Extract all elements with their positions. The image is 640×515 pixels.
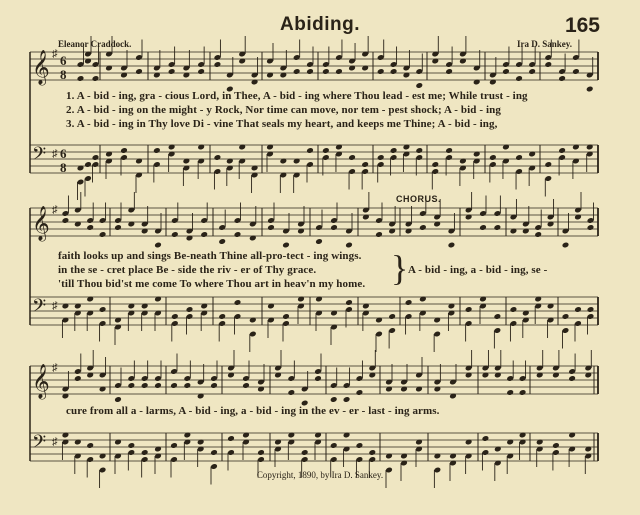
notehead: [282, 242, 290, 249]
notehead: [445, 68, 453, 75]
notehead: [282, 313, 290, 320]
notehead: [92, 75, 100, 82]
notehead: [562, 242, 570, 249]
verse-2-line: 2. A - bid - ing on the might - y Rock, Nor time can move, nor tem - pest shock; A - bid - ing: [66, 104, 501, 116]
treble-clef-icon: 𝄞: [32, 206, 50, 241]
notehead: [431, 161, 439, 168]
verse-3-line: 3. A - bid - ing in Thy love Di - vine That seals my heart, and keeps me Thine; A - bid - ing,: [66, 118, 498, 130]
time-signature-bottom: 8: [60, 160, 67, 175]
notehead: [515, 75, 523, 82]
system2-lyric-1: faith looks up and sings Be-neath Thine all-pro-tect - ing wings.: [58, 250, 362, 262]
notehead: [494, 224, 502, 231]
notehead: [77, 75, 85, 82]
notehead: [99, 231, 107, 238]
composer-credit: Ira D. Sankey.: [516, 39, 572, 49]
notehead: [210, 449, 218, 456]
notehead: [544, 61, 552, 68]
notehead: [184, 382, 192, 389]
notehead: [558, 147, 566, 154]
time-signature-top: 6: [60, 53, 67, 68]
notehead: [415, 147, 423, 154]
notehead: [84, 161, 92, 168]
notehead: [214, 154, 222, 161]
notehead: [552, 442, 560, 449]
notehead: [587, 224, 595, 231]
notehead: [120, 147, 128, 154]
notehead: [368, 449, 376, 456]
bass-clef-icon: 𝄢: [32, 144, 47, 169]
notehead: [445, 147, 453, 154]
notehead: [572, 68, 580, 75]
notehead: [528, 68, 536, 75]
notehead: [519, 389, 527, 396]
bass-clef-icon: 𝄢: [32, 296, 47, 321]
chorus-label: CHORUS.: [396, 194, 442, 204]
notehead: [306, 147, 314, 154]
copyright-notice: Copyright, 1890, by Ira D. Sankey.: [256, 470, 384, 480]
notehead: [479, 224, 487, 231]
notehead: [74, 375, 82, 382]
notehead: [390, 147, 398, 154]
notehead: [345, 242, 353, 249]
notehead: [257, 449, 265, 456]
key-sharp-icon: ♯: [52, 148, 58, 160]
notehead: [186, 306, 194, 313]
notehead: [288, 389, 296, 396]
notehead: [170, 442, 178, 449]
notehead: [574, 306, 582, 313]
notehead: [154, 242, 162, 249]
lyricist-credit: Eleanor Craddock.: [58, 39, 132, 49]
system2-lyric-2: in the se - cret place Be - side the riv - er of Thy grace.: [58, 264, 317, 276]
notehead: [562, 313, 570, 320]
notehead: [114, 396, 122, 403]
notehead: [377, 68, 385, 75]
notehead: [544, 161, 552, 168]
notehead: [502, 68, 510, 75]
notehead: [419, 224, 427, 231]
notehead: [405, 299, 413, 306]
notehead: [171, 313, 179, 320]
notehead: [568, 375, 576, 382]
notehead: [114, 224, 122, 231]
notehead: [218, 238, 226, 245]
notehead: [86, 442, 94, 449]
notehead: [128, 382, 136, 389]
notehead: [388, 313, 396, 320]
notehead: [515, 154, 523, 161]
notehead: [356, 389, 364, 396]
notehead: [62, 217, 70, 224]
notehead: [197, 68, 205, 75]
notehead: [322, 68, 330, 75]
chorus-lyric-1: A - bid - ing, a - bid - ing, se -: [408, 264, 548, 276]
notehead: [489, 154, 497, 161]
notehead: [141, 449, 149, 456]
notehead: [135, 68, 143, 75]
notehead: [465, 306, 473, 313]
notehead: [210, 382, 218, 389]
notehead: [86, 224, 94, 231]
notehead: [330, 442, 338, 449]
hymn-title: Abiding.: [280, 14, 360, 35]
notehead: [227, 435, 235, 442]
notehead: [375, 231, 383, 238]
verse-brace: }: [391, 248, 409, 288]
notehead: [345, 299, 353, 306]
notehead: [330, 224, 338, 231]
notehead: [214, 61, 222, 68]
notehead: [415, 82, 423, 89]
notehead: [390, 68, 398, 75]
notehead: [506, 389, 514, 396]
notehead: [128, 442, 136, 449]
page-number: 165: [564, 14, 600, 37]
time-signature-top: 6: [60, 146, 67, 161]
notehead: [356, 442, 364, 449]
key-sharp-icon: ♯: [52, 48, 58, 60]
notehead: [494, 313, 502, 320]
notehead: [330, 396, 338, 403]
treble-clef-icon: 𝄞: [32, 364, 50, 399]
notehead: [234, 231, 242, 238]
key-sharp-icon: ♯: [52, 300, 58, 312]
notehead: [322, 147, 330, 154]
key-sharp-icon: ♯: [52, 204, 58, 216]
notehead: [335, 68, 343, 75]
notehead: [171, 231, 179, 238]
bass-clef-icon: 𝄢: [32, 432, 47, 457]
notehead: [301, 449, 309, 456]
notehead: [306, 68, 314, 75]
notehead: [348, 154, 356, 161]
notehead: [534, 231, 542, 238]
notehead: [168, 68, 176, 75]
notehead: [218, 313, 226, 320]
notehead: [99, 306, 107, 313]
notehead: [153, 147, 161, 154]
notehead: [234, 299, 242, 306]
treble-clef-icon: 𝄞: [32, 50, 50, 85]
notehead: [482, 435, 490, 442]
notehead: [377, 154, 385, 161]
notehead: [242, 382, 250, 389]
notehead: [343, 396, 351, 403]
notehead: [154, 382, 162, 389]
notehead: [267, 224, 275, 231]
notehead: [448, 242, 456, 249]
notehead: [92, 154, 100, 161]
notehead: [586, 86, 594, 93]
notehead: [315, 238, 323, 245]
notehead: [314, 375, 322, 382]
notehead: [587, 306, 595, 313]
notehead: [558, 75, 566, 82]
notehead: [170, 382, 178, 389]
verse-1-line: 1. A - bid - ing, gra - cious Lord, in Thee, A - bid - ing where Thou lead - est me; While trust - ing: [66, 90, 528, 102]
notehead: [510, 306, 518, 313]
notehead: [141, 382, 149, 389]
notehead: [293, 68, 301, 75]
key-sharp-icon: ♯: [52, 362, 58, 374]
system3-lyric: cure from all a - larms, A - bid - ing, a - bid - ing in the ev - er - last - ing arms.: [66, 405, 440, 417]
time-signature-bottom: 8: [60, 67, 67, 82]
notehead: [200, 231, 208, 238]
notehead: [361, 161, 369, 168]
system2-lyric-3: 'till Thou bid'st me come To where Thou art in heav'n my home.: [58, 278, 366, 290]
key-sharp-icon: ♯: [52, 436, 58, 448]
